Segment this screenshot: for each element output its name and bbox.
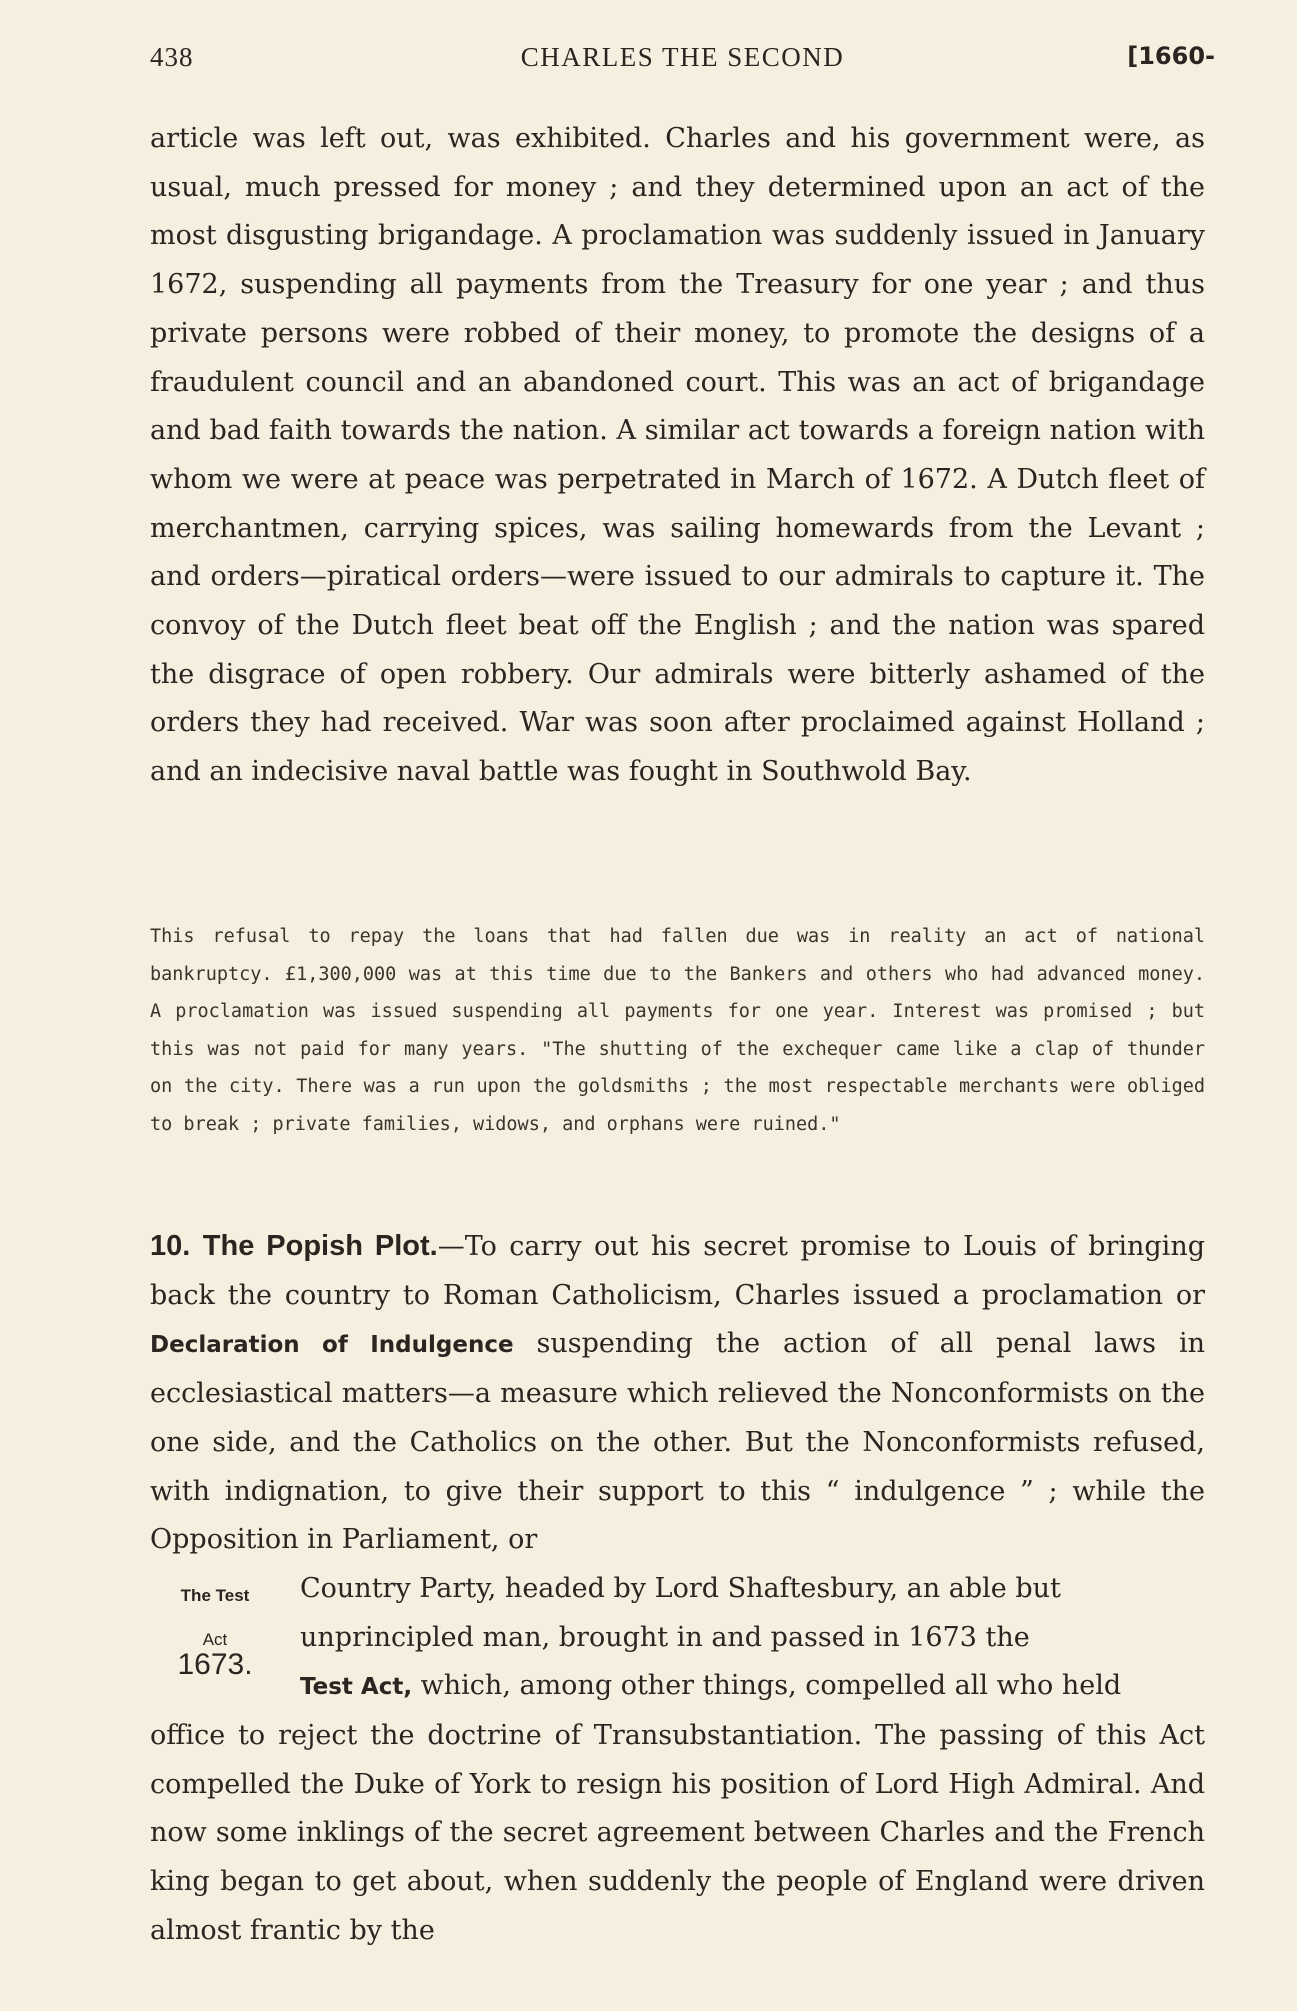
section-ending: office to reject the doctrine of Transubstantiation. The passing of this Act compelled the Duke of York to resign his position of Lord High Admiral. And now some inklings of the secret agreement between Charles and the French king began to get about, when suddenly the people of England were driven almost frantic by the (150, 1720, 1205, 1946)
section-title: The Popish Plot. (202, 1230, 438, 1262)
running-title: CHARLES THE SECOND (520, 42, 845, 72)
test-act-term: Test Act, (300, 1674, 413, 1701)
paragraph-brigandage (150, 115, 1205, 797)
section-intro: —To carry out his secret promise to Louis of bringing back the country to Roman Catholicism, Charles issued a proclamation or (150, 1231, 1205, 1311)
section-middle: suspending the action of all penal laws in ecclesiastical matters—a measure which relieved the Nonconformists on the one side, and the Catholics on the other. But the Nonconformists refused, with indignation, to give their support to this “ indulgence ” ; while the Opposition in Parliament, or (150, 1328, 1205, 1556)
section-heading (150, 1231, 438, 1262)
year-range: [1660- (1127, 42, 1215, 70)
indented-line-3 (150, 1662, 1205, 1712)
declaration-of-indulgence: Declaration of Indulgence (150, 1332, 514, 1359)
marginal-line-1: The Test (180, 1586, 250, 1605)
indented-line-1: Country Party, headed by Lord Shaftesbury, an able but (300, 1572, 1061, 1604)
running-header (150, 42, 1215, 82)
section-popish-plot (150, 1222, 1205, 1956)
note-text: This refusal to repay the loans that had fallen due was in reality an act of national bankruptcy. £1,300,000 was at this time due to the Bankers and others who had advanced money. A proclamation was issued suspending all payments for one year. Interest was promised ; but this was not paid for many years. "The shutting of the exchequer came like a clap of thunder on the city. There was a run upon the goldsmiths ; the most respectable merchants were obliged to break ; private families, widows, and orphans were ruined." (150, 926, 1205, 1135)
indented-line-2: unprincipled man, brought in and passed in 1673 the (300, 1621, 1030, 1653)
paragraph-text: article was left out, was exhibited. Charles and his government were, as usual, much pressed for money ; and they determined upon an act of the most disgusting brigandage. A proclamation was suddenly issued in January 1672, suspending all payments from the Treasury for one year ; and thus private persons were robbed of their money, to promote the designs of a fraudulent council and an abandoned court. This was an act of brigandage and bad faith towards the nation. A similar act towards a foreign nation with whom we were at peace was perpetrated in March of 1672. A Dutch fleet of merchantmen, carrying spices, was sailing homewards from the Levant ; and orders—piratical orders—were issued to our admirals to capture it. The convoy of the Dutch fleet beat off the English ; and the nation was spared the disgrace of open robbery. Our admirals were bitterly ashamed of the orders they had received. War was soon after proclaimed against Holland ; and an indecisive naval battle was fought in Southwold Bay. (150, 123, 1205, 788)
marginal-year: 1673. (177, 1648, 253, 1681)
test-act-clause: which, among other things, compelled all who held (412, 1670, 1122, 1702)
page-number: 438 (150, 42, 194, 72)
footnote-bankruptcy (150, 918, 1205, 1143)
marginal-note (150, 1582, 280, 1681)
section-number: 10. (150, 1230, 191, 1262)
marginal-line-2: Act (202, 1630, 228, 1649)
